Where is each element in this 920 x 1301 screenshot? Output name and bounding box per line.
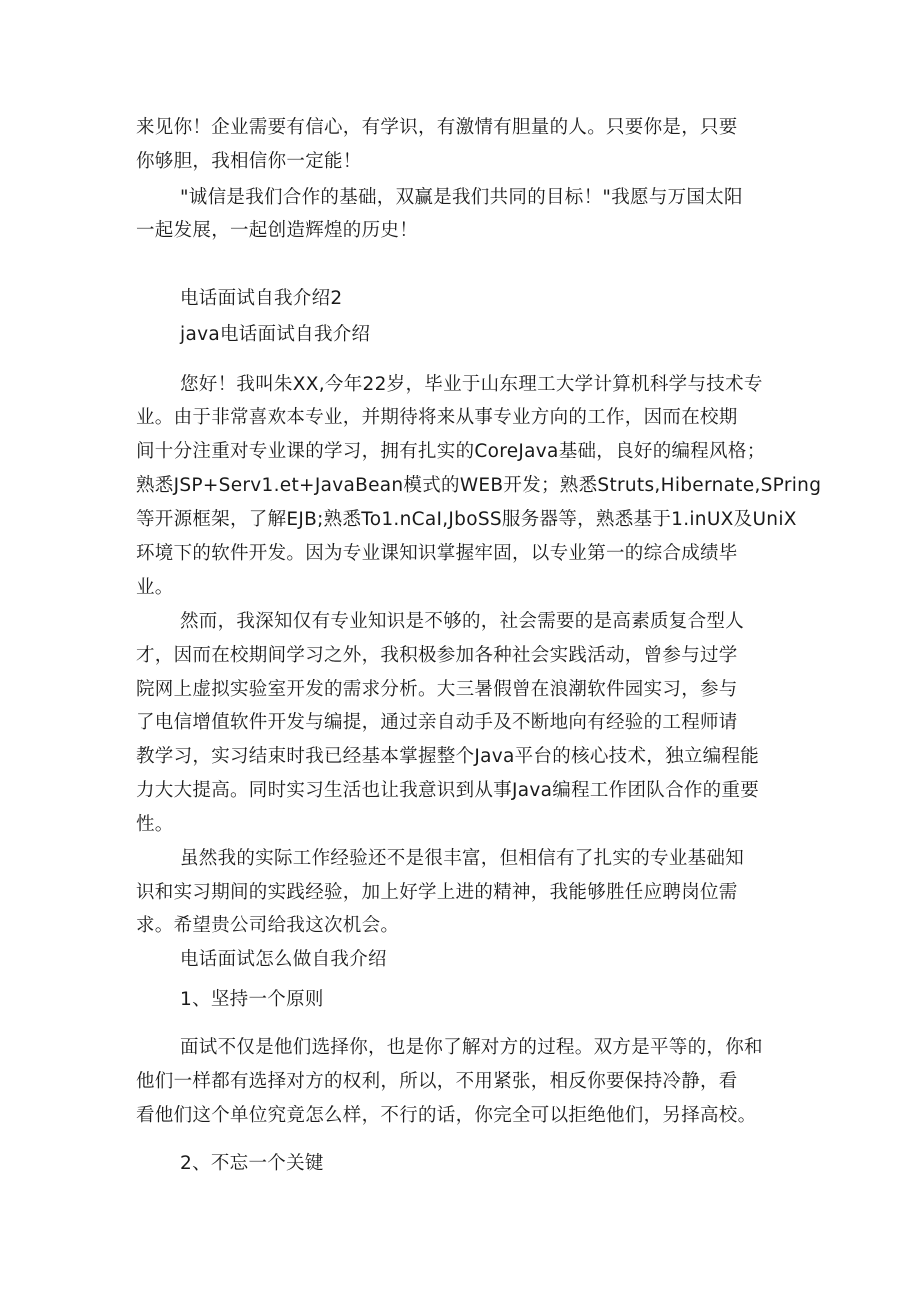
text-line-12: 环境下的软件开发。因为专业课知识掌握牢固，以专业第一的综合成绩毕 xyxy=(136,543,738,564)
text-line-13: 业。 xyxy=(136,577,174,598)
section-heading: 电话面试自我介绍2 xyxy=(180,288,343,309)
text-line-21: 虽然我的实际工作经验还不是很丰富，但相信有了扎实的专业基础知 xyxy=(180,848,745,869)
text-line-16: 院网上虚拟实验室开发的需求分析。大三暑假曾在浪潮软件园实习，参与 xyxy=(136,679,738,700)
text-line-14: 然而，我深知仅有专业知识是不够的，社会需要的是高素质复合型人 xyxy=(180,611,745,632)
text-line-28: 看他们这个单位究竟怎么样，不行的话，你完全可以拒绝他们，另择高校。 xyxy=(136,1105,757,1126)
text-line-15: 才，因而在校期间学习之外，我积极参加各种社会实践活动，曾参与过学 xyxy=(136,645,738,666)
text-line-10: 熟悉JSP+Serv1.et+JavaBean模式的WEB开发；熟悉Struts,Hibernate,SPring xyxy=(136,475,822,496)
text-line-19: 力大大提高。同时实习生活也让我意识到从事Java编程工作团队合作的重要 xyxy=(136,780,760,801)
text-line-2: 你够胆，我相信你一定能！ xyxy=(136,151,362,172)
text-line-26: 面试不仅是他们选择你，也是你了解对方的过程。双方是平等的，你和 xyxy=(180,1037,763,1058)
text-line-20: 性。 xyxy=(136,814,174,835)
text-line-17: 了电信增值软件开发与编提，通过亲自动手及不断地向有经验的工程师请 xyxy=(136,712,738,733)
text-line-23: 求。希望贵公司给我这次机会。 xyxy=(136,915,400,936)
text-line-11: 等开源框架，了解EJB;熟悉To1.nCaI,JboSS服务器等，熟悉基于1.inUX及UniX xyxy=(136,509,797,530)
text-line-1: 来见你！企业需要有信心，有学识，有激情有胆量的人。只要你是，只要 xyxy=(136,117,738,138)
list-item-2: 2、不忘一个关键 xyxy=(180,1153,324,1174)
text-line-18: 教学习，实习结束时我已经基本掌握整个Java平台的核心技术，独立编程能 xyxy=(136,746,760,767)
list-item-1: 1、坚持一个原则 xyxy=(180,989,324,1010)
text-line-7: 您好！我叫朱XX,今年22岁，毕业于山东理工大学计算机科学与技术专 xyxy=(180,374,763,395)
sub-heading: java电话面试自我介绍 xyxy=(180,324,371,345)
text-line-27: 他们一样都有选择对方的权利，所以，不用紧张，相反你要保持冷静，看 xyxy=(136,1071,738,1092)
text-line-9: 间十分注重对专业课的学习，拥有扎实的CoreJava基础，良好的编程风格； xyxy=(136,441,766,462)
text-line-22: 识和实习期间的实践经验，加上好学上进的精神，我能够胜任应聘岗位需 xyxy=(136,882,738,903)
section-heading-2: 电话面试怎么做自我介绍 xyxy=(180,949,387,970)
text-line-8: 业。由于非常喜欢本专业，并期待将来从事专业方向的工作，因而在校期 xyxy=(136,407,738,428)
text-line-3: "诚信是我们合作的基础，双赢是我们共同的目标！"我愿与万国太阳 xyxy=(180,187,743,208)
text-line-4: 一起发展，一起创造辉煌的历史！ xyxy=(136,220,419,241)
